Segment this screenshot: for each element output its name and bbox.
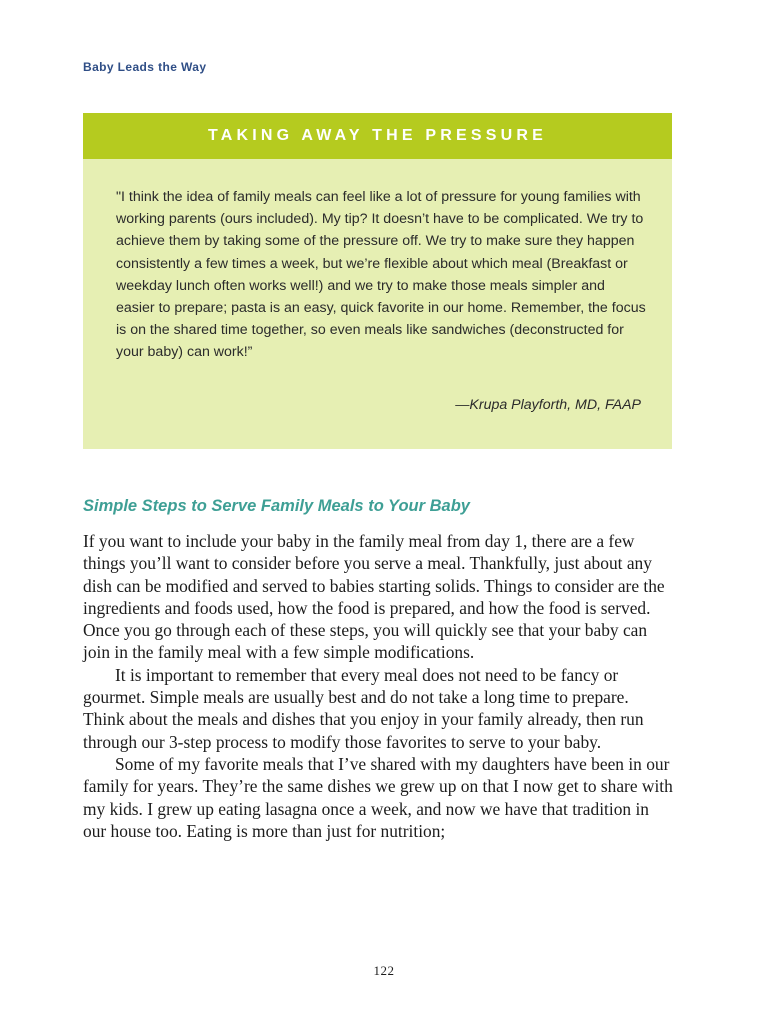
body-paragraph-2: It is important to remember that every meal does not need to be fancy or gourmet. Simple meals are usually best and do not take a long time to prepare. Think about the meals and dishes that you enjoy in your family already, then run through our 3-step process to modify those favorites to serve to your baby. [83, 664, 644, 752]
section-heading: Simple Steps to Serve Family Meals to Your Baby [83, 497, 470, 515]
running-head: Baby Leads the Way [83, 60, 207, 74]
sidebar-header [83, 113, 672, 159]
sidebar-title: TAKING AWAY THE PRESSURE [207, 127, 548, 144]
body-paragraph-3: Some of my favorite meals that I’ve shared with my daughters have been in our family for years. They’re the same dishes we grew up on that I now get to share with my kids. I grew up eating lasagna once a week, and now we have that tradition in our house too. Eating is more than just for nutrition; [83, 753, 673, 841]
page-number: 122 [373, 963, 395, 978]
body-paragraph-1: If you want to include your baby in the family meal from day 1, there are a few things you’ll want to consider before you serve a meal. Thankfully, just about any dish can be modified and served to babies starting solids. Things to consider are the ingredients and foods used, how the food is prepared, and how the food is served. Once you go through each of these steps, you will quickly see that your baby can join in the family meal with a few simple modifications. [83, 531, 665, 663]
sidebar-quote: "I think the idea of family meals can feel like a lot of pressure for young families with working parents (ours included). My tip? It doesn’t have to be complicated. We try to achieve them by taking some of the pressure off. We try to make sure they happen consistently a few times a week, but we’re flexible about which meal (Breakfast or weekday lunch often works well!) and we try to make those meals simpler and easier to prepare; pasta is an easy, quick favorite in our home. Remember, the focus is on the shared time together, so even meals like sandwiches (deconstructed for your baby) can work!” [116, 189, 646, 361]
pressure-sidebar [83, 113, 672, 449]
sidebar-attribution: —Krupa Playforth, MD, FAAP [455, 397, 641, 413]
body-text [83, 530, 673, 842]
